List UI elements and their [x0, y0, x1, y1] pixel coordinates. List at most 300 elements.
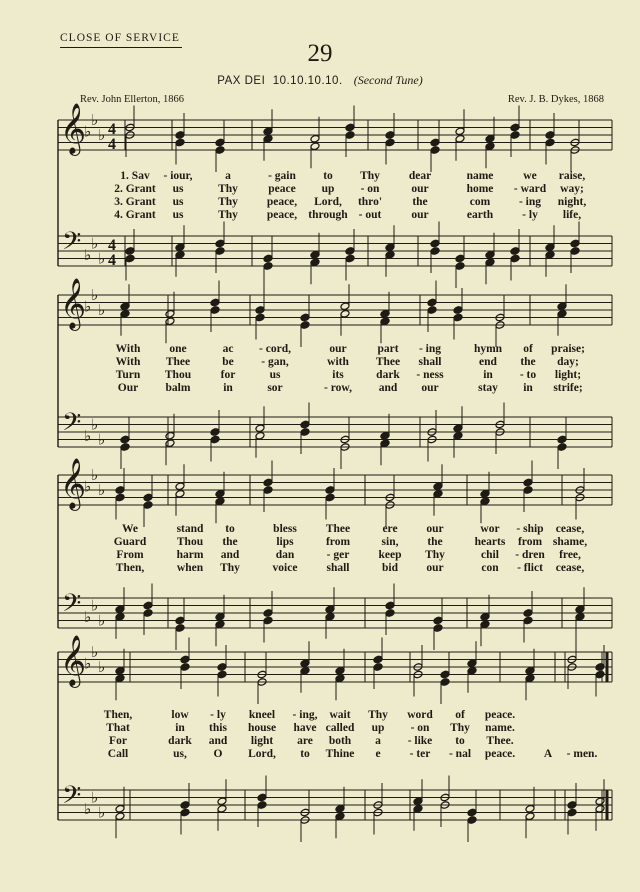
- flat-icon: ♭: [91, 286, 99, 304]
- note-head: [175, 131, 185, 140]
- lyric-syllable: Turn: [115, 369, 141, 381]
- note-head: [255, 424, 265, 433]
- lyric-syllable: stand: [176, 523, 204, 535]
- lyric-syllable: cease,: [555, 523, 585, 535]
- note-head: [595, 804, 605, 813]
- note-head: [115, 666, 125, 675]
- note-head: [310, 258, 320, 267]
- lyric-syllable: com: [469, 196, 491, 208]
- note-head: [165, 309, 175, 318]
- note-head: [175, 489, 185, 498]
- note-head: [345, 254, 355, 263]
- note-head: [485, 250, 495, 259]
- lyric-syllable: day;: [557, 356, 579, 368]
- note-head: [115, 674, 125, 683]
- lyric-syllable: Lord,: [314, 196, 342, 208]
- note-head: [467, 816, 477, 825]
- lyric-syllable: - gan,: [261, 356, 289, 368]
- lyric-syllable: harm: [176, 549, 204, 561]
- note-head: [545, 138, 555, 147]
- note-head: [485, 134, 495, 143]
- lyric-syllable: - dren: [515, 549, 545, 561]
- lyric-syllable: Thine: [325, 748, 355, 760]
- lyric-syllable: and: [378, 382, 398, 394]
- lyric-syllable: word: [407, 709, 433, 721]
- flat-icon: ♭: [84, 426, 92, 445]
- lyric-syllable: Thee: [375, 356, 401, 368]
- note-head: [430, 138, 440, 147]
- lyric-syllable: up: [321, 183, 335, 195]
- flat-icon: ♭: [84, 122, 92, 141]
- note-head: [263, 134, 273, 143]
- note-head: [380, 317, 390, 326]
- note-head: [480, 620, 490, 629]
- note-head: [263, 127, 273, 136]
- lyric-syllable: one: [169, 343, 187, 355]
- time-signature-top: 4: [108, 121, 116, 138]
- bass-clef-icon: 𝄢: [62, 408, 82, 443]
- note-head: [557, 435, 567, 444]
- tune-note-close: ): [418, 73, 423, 87]
- note-head: [440, 678, 450, 687]
- flat-icon: ♭: [91, 643, 99, 661]
- flat-icon: ♭: [98, 249, 106, 268]
- flat-icon: ♭: [98, 658, 106, 676]
- note-head: [467, 659, 477, 668]
- note-head: [215, 620, 225, 629]
- note-head: [310, 250, 320, 259]
- note-head: [300, 428, 310, 437]
- lyric-syllable: Our: [117, 382, 139, 394]
- note-head: [545, 243, 555, 252]
- lyric-syllable: Call: [107, 748, 129, 760]
- note-head: [215, 239, 225, 248]
- note-head: [175, 482, 185, 491]
- note-head: [263, 486, 273, 495]
- lyric-syllable: earth: [466, 209, 494, 221]
- lyric-syllable: of: [523, 343, 533, 355]
- lyric-syllable: With: [115, 343, 141, 355]
- note-head: [335, 804, 345, 813]
- lyric-syllable: peace.: [484, 709, 516, 721]
- note-head: [433, 489, 443, 498]
- flat-icon: ♭: [84, 799, 92, 818]
- note-head: [567, 808, 577, 817]
- note-head: [165, 431, 175, 440]
- lyric-syllable: 2. Grant: [114, 183, 156, 195]
- note-head: [335, 666, 345, 675]
- note-head: [217, 663, 227, 672]
- lyric-syllable: - ing: [518, 196, 542, 208]
- lyric-syllable: shall: [326, 562, 350, 574]
- lyric-syllable: - iour,: [163, 170, 193, 182]
- lyric-syllable: us: [172, 183, 184, 195]
- lyric-syllable: From: [116, 549, 144, 561]
- lyric-syllable: dan: [275, 549, 295, 561]
- lyric-syllable: hymn: [473, 343, 503, 355]
- note-head: [545, 131, 555, 140]
- note-head: [433, 624, 443, 633]
- note-head: [143, 601, 153, 610]
- note-head: [385, 250, 395, 259]
- lyric-syllable: up: [371, 722, 385, 734]
- note-head: [217, 797, 227, 806]
- note-head: [120, 302, 130, 311]
- note-head: [263, 254, 273, 263]
- treble-clef-icon: 𝄞: [60, 458, 87, 509]
- note-head: [300, 666, 310, 675]
- lyric-syllable: - nal: [448, 748, 472, 760]
- flat-icon: ♭: [91, 788, 99, 807]
- lyric-syllable: - ship: [516, 523, 544, 535]
- note-head: [115, 812, 125, 821]
- lyric-syllable: stay: [478, 382, 498, 394]
- lyric-syllable: sor: [267, 382, 283, 394]
- lyric-syllable: We: [122, 523, 138, 535]
- flat-icon: ♭: [84, 245, 92, 264]
- note-head: [325, 605, 335, 614]
- note-head: [175, 616, 185, 625]
- note-head: [385, 601, 395, 610]
- note-head: [215, 489, 225, 498]
- note-head: [180, 663, 190, 672]
- lyric-syllable: chil: [481, 549, 499, 561]
- note-head: [467, 666, 477, 675]
- note-head: [455, 262, 465, 271]
- lyric-syllable: dark: [376, 369, 400, 381]
- note-head: [143, 493, 153, 502]
- tune-name: PAX DEI: [217, 75, 266, 87]
- note-head: [480, 612, 490, 621]
- lyric-syllable: dear: [408, 170, 432, 182]
- note-head: [263, 478, 273, 487]
- lyric-syllable: - ter: [409, 748, 431, 760]
- note-head: [385, 131, 395, 140]
- lyric-syllable: thro': [357, 196, 383, 208]
- note-head: [210, 306, 220, 315]
- lyric-syllable: us,: [173, 748, 187, 760]
- flat-icon: ♭: [91, 234, 99, 253]
- note-head: [325, 612, 335, 621]
- time-signature-bottom: 4: [108, 136, 116, 153]
- lyric-syllable: house: [247, 722, 277, 734]
- note-head: [373, 663, 383, 672]
- note-head: [575, 612, 585, 621]
- note-head: [430, 239, 440, 248]
- lyric-syllable: con: [481, 562, 499, 574]
- note-head: [595, 663, 605, 672]
- lyric-syllable: called: [325, 722, 355, 734]
- lyric-syllable: to: [323, 170, 333, 182]
- lyric-syllable: dark: [168, 735, 192, 747]
- note-head: [545, 250, 555, 259]
- lyric-syllable: bid: [382, 562, 398, 574]
- lyric-syllable: light: [250, 735, 274, 747]
- lyric-syllable: wor: [480, 523, 500, 535]
- note-head: [510, 254, 520, 263]
- note-head: [413, 797, 423, 806]
- lyric-syllable: in: [523, 382, 533, 394]
- note-head: [480, 489, 490, 498]
- lyric-syllable: to: [225, 523, 235, 535]
- note-head: [570, 239, 580, 248]
- note-head: [115, 804, 125, 813]
- lyric-syllable: - on: [360, 183, 380, 195]
- note-head: [165, 317, 175, 326]
- note-head: [453, 431, 463, 440]
- lyric-syllable: ere: [382, 523, 398, 535]
- lyric-syllable: Thy: [218, 209, 238, 221]
- note-head: [215, 247, 225, 256]
- lyric-syllable: the: [412, 196, 428, 208]
- lyric-syllable: and: [220, 549, 240, 561]
- flat-icon: ♭: [84, 477, 92, 496]
- note-head: [255, 313, 265, 322]
- note-head: [433, 482, 443, 491]
- flat-icon: ♭: [98, 611, 106, 630]
- note-head: [175, 624, 185, 633]
- lyric-syllable: shame,: [552, 536, 588, 548]
- lyric-syllable: - out: [358, 209, 382, 221]
- note-head: [215, 612, 225, 621]
- note-head: [210, 428, 220, 437]
- note-head: [217, 670, 227, 679]
- lyric-syllable: night,: [557, 196, 587, 208]
- note-head: [257, 793, 267, 802]
- lyric-syllable: in: [483, 369, 493, 381]
- hymn-number: 29: [307, 40, 333, 67]
- lyric-syllable: 4. Grant: [114, 209, 156, 221]
- lyric-syllable: - on: [410, 722, 430, 734]
- flat-icon: ♭: [91, 111, 99, 129]
- note-head: [510, 131, 520, 140]
- note-head: [567, 801, 577, 810]
- lyric-syllable: us: [172, 196, 184, 208]
- note-head: [485, 258, 495, 267]
- flat-icon: ♭: [91, 596, 99, 615]
- note-head: [215, 146, 225, 155]
- lyric-syllable: - ly: [210, 709, 226, 721]
- lyric-syllable: ac: [222, 343, 234, 355]
- lyric-syllable: - ing,: [292, 709, 318, 721]
- note-head: [595, 670, 605, 679]
- note-head: [300, 659, 310, 668]
- note-head: [125, 254, 135, 263]
- lyric-syllable: Thy: [218, 183, 238, 195]
- lyric-syllable: end: [479, 356, 497, 368]
- note-head: [325, 493, 335, 502]
- note-head: [143, 609, 153, 618]
- lyric-syllable: in: [175, 722, 185, 734]
- lyric-syllable: low: [171, 709, 189, 721]
- lyric-syllable: Guard: [113, 536, 147, 548]
- note-head: [310, 142, 320, 151]
- flat-icon: ♭: [84, 297, 92, 316]
- flat-icon: ♭: [98, 301, 106, 319]
- note-head: [453, 306, 463, 315]
- note-head: [557, 309, 567, 318]
- lyric-syllable: a: [225, 170, 231, 182]
- author-credit: Rev. John Ellerton, 1866: [80, 94, 185, 105]
- lyric-syllable: peace: [268, 183, 296, 195]
- lyric-syllable: Thy: [360, 170, 380, 182]
- lyric-syllable: with: [327, 356, 349, 368]
- lyric-syllable: are: [297, 735, 313, 747]
- note-head: [455, 134, 465, 143]
- note-head: [255, 306, 265, 315]
- time-signature-top: 4: [108, 237, 116, 254]
- note-head: [210, 435, 220, 444]
- note-head: [557, 302, 567, 311]
- lyric-syllable: for: [220, 369, 236, 381]
- lyric-syllable: - ger: [326, 549, 350, 561]
- lyric-syllable: this: [209, 722, 227, 734]
- lyric-syllable: strife;: [553, 382, 583, 394]
- lyric-syllable: 3. Grant: [114, 196, 156, 208]
- lyric-syllable: - flict: [517, 562, 543, 574]
- lyric-syllable: voice: [272, 562, 298, 574]
- lyric-syllable: and: [208, 735, 228, 747]
- note-head: [180, 808, 190, 817]
- lyric-syllable: Thee.: [486, 735, 514, 747]
- lyric-syllable: - men.: [566, 748, 598, 760]
- lyric-syllable: - ward: [513, 183, 547, 195]
- note-head: [453, 313, 463, 322]
- lyric-syllable: hearts: [474, 536, 506, 548]
- flat-icon: ♭: [98, 481, 106, 499]
- note-head: [413, 804, 423, 813]
- lyric-syllable: Thou: [176, 536, 204, 548]
- lyric-syllable: us: [269, 369, 281, 381]
- note-head: [257, 801, 267, 810]
- lyric-syllable: us: [172, 209, 184, 221]
- flat-icon: ♭: [98, 430, 106, 449]
- lyric-syllable: - ly: [522, 209, 538, 221]
- lyric-syllable: keep: [378, 549, 402, 561]
- lyric-syllable: 1. Sav: [120, 170, 150, 182]
- note-head: [455, 127, 465, 136]
- note-head: [525, 674, 535, 683]
- lyric-syllable: peace,: [266, 209, 298, 221]
- lyric-syllable: home: [466, 183, 494, 195]
- lyric-syllable: wait: [329, 709, 351, 721]
- bass-clef-icon: 𝄢: [62, 589, 82, 624]
- lyric-syllable: our: [411, 183, 429, 195]
- note-head: [115, 486, 125, 495]
- note-head: [345, 247, 355, 256]
- lyric-syllable: raise,: [558, 170, 586, 182]
- lyric-syllable: to: [300, 748, 310, 760]
- flat-icon: ♭: [98, 803, 106, 822]
- note-head: [345, 123, 355, 132]
- note-head: [525, 804, 535, 813]
- note-head: [115, 612, 125, 621]
- flat-icon: ♭: [84, 607, 92, 626]
- lyric-syllable: our: [421, 382, 439, 394]
- note-head: [125, 247, 135, 256]
- lyric-syllable: - row,: [324, 382, 352, 394]
- lyric-syllable: name.: [485, 722, 515, 734]
- lyric-syllable: - ing: [418, 343, 442, 355]
- note-head: [180, 655, 190, 664]
- note-head: [525, 812, 535, 821]
- note-head: [453, 424, 463, 433]
- lyric-syllable: when: [176, 562, 204, 574]
- lyric-syllable: - to: [519, 369, 537, 381]
- lyric-syllable: bless: [273, 523, 297, 535]
- lyric-syllable: - gain: [268, 170, 296, 182]
- lyric-syllable: Thy: [368, 709, 388, 721]
- lyric-syllable: way;: [560, 183, 584, 195]
- note-head: [467, 808, 477, 817]
- note-head: [455, 254, 465, 263]
- note-head: [300, 420, 310, 429]
- note-head: [373, 655, 383, 664]
- lyric-syllable: Thee: [325, 523, 351, 535]
- lyric-syllable: our: [329, 343, 347, 355]
- lyric-syllable: Thy: [220, 562, 240, 574]
- note-head: [430, 146, 440, 155]
- lyric-syllable: praise;: [551, 343, 585, 355]
- lyric-syllable: the: [222, 536, 238, 548]
- lyric-syllable: cease,: [555, 562, 585, 574]
- lyric-syllable: our: [426, 562, 444, 574]
- lyric-syllable: Then,: [115, 562, 145, 574]
- lyric-syllable: Then,: [103, 709, 133, 721]
- time-signature-bottom: 4: [108, 252, 116, 269]
- lyric-syllable: balm: [165, 382, 191, 394]
- lyric-syllable: the: [520, 356, 536, 368]
- note-head: [263, 262, 273, 271]
- lyric-syllable: its: [332, 369, 344, 381]
- note-head: [300, 321, 310, 330]
- note-head: [570, 247, 580, 256]
- note-head: [430, 247, 440, 256]
- note-head: [525, 666, 535, 675]
- note-head: [427, 298, 437, 307]
- lyric-syllable: from: [517, 536, 543, 548]
- note-head: [217, 804, 227, 813]
- note-head: [180, 801, 190, 810]
- note-head: [215, 497, 225, 506]
- lyric-syllable: That: [106, 722, 130, 734]
- lyric-syllable: Thee: [165, 356, 191, 368]
- treble-clef-icon: 𝄞: [60, 278, 87, 329]
- note-head: [523, 486, 533, 495]
- flat-icon: ♭: [98, 126, 106, 144]
- lyric-syllable: to: [455, 735, 465, 747]
- note-head: [120, 309, 130, 318]
- lyric-syllable: of: [455, 709, 465, 721]
- lyric-syllable: in: [223, 382, 233, 394]
- lyric-syllable: e: [375, 748, 381, 760]
- flat-icon: ♭: [84, 654, 92, 673]
- flat-icon: ♭: [91, 466, 99, 484]
- lyric-syllable: Lord,: [248, 748, 276, 760]
- treble-clef-icon: 𝄞: [60, 103, 87, 154]
- note-head: [427, 306, 437, 315]
- note-head: [385, 243, 395, 252]
- bass-clef-icon: 𝄢: [62, 781, 82, 816]
- note-head: [340, 302, 350, 311]
- meter: 10.10.10.10.: [272, 75, 343, 87]
- note-head: [115, 605, 125, 614]
- lyric-syllable: Thy: [450, 722, 470, 734]
- lyric-syllable: Thy: [425, 549, 445, 561]
- note-head: [345, 131, 355, 140]
- note-head: [433, 616, 443, 625]
- lyric-syllable: - cord,: [259, 343, 291, 355]
